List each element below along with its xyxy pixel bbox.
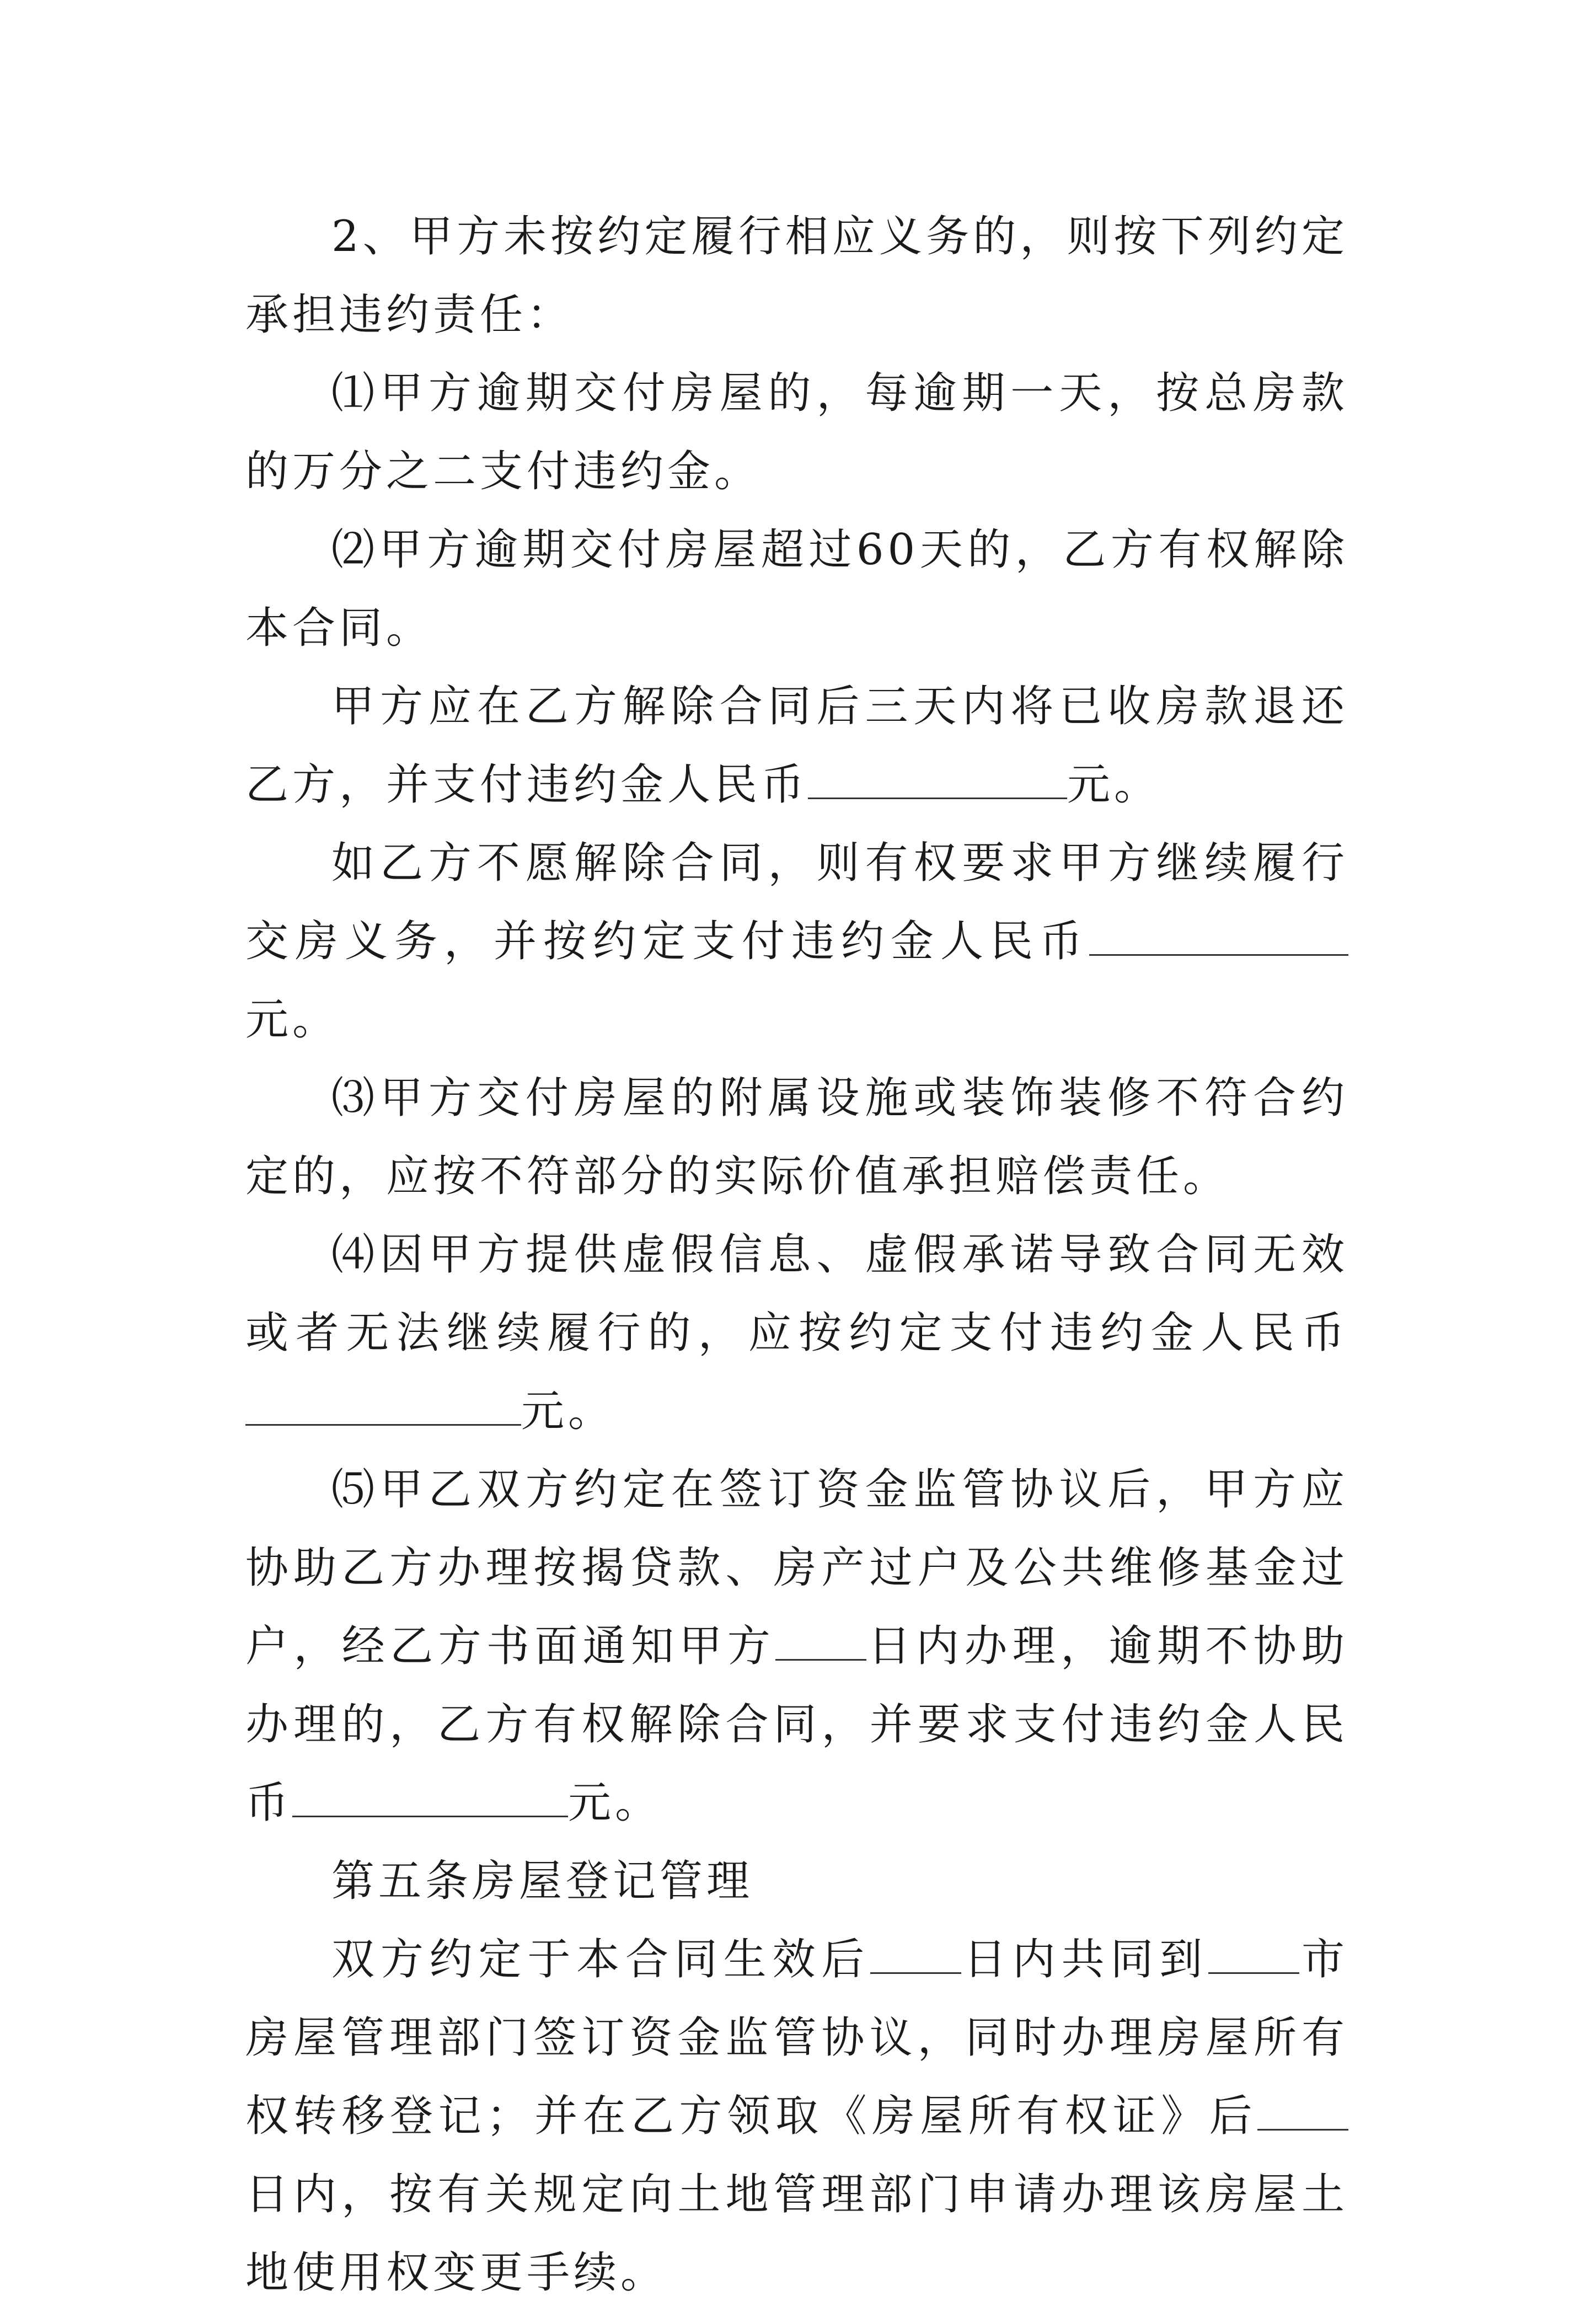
paragraph-text: ⑶甲方交付房屋的附属设施或装饰装修不符合约定的，应按不符部分的实际价值承担赔偿责任。 xyxy=(245,1073,1348,1201)
paragraph-text: 市房屋管理部门签订资金监管协议，同时办理房屋所有权转移登记；并在乙方领取《房屋所有权证》后 xyxy=(245,1935,1348,2141)
paragraph-text: 元。 xyxy=(521,1387,615,1436)
paragraph-text: 如乙方不愿解除合同，则有权要求甲方继续履行交房义务，并按约定支付违约金人民币 xyxy=(245,838,1348,966)
paragraph-text: ⑵甲方逾期交付房屋超过60天的，乙方有权解除本合同。 xyxy=(245,525,1348,653)
fill-blank-amount[interactable] xyxy=(292,1775,568,1817)
paragraph-item-4 xyxy=(245,1216,1348,1451)
paragraph-registration xyxy=(245,1920,1348,2312)
fill-blank-days[interactable] xyxy=(870,1931,961,1974)
fill-blank-amount[interactable] xyxy=(1089,913,1348,956)
paragraph-text: ⑷因甲方提供虚假信息、虚假承诺导致合同无效或者无法继续履行的，应按约定支付违约金人民币 xyxy=(245,1230,1348,1358)
paragraph-text: 元。 xyxy=(568,1778,662,1828)
paragraph-refund xyxy=(245,667,1348,824)
paragraph-item-2 xyxy=(245,511,1348,667)
paragraph-text: 日内共同到 xyxy=(961,1935,1209,1984)
heading-text: 第五条房屋登记管理 xyxy=(331,1856,754,1906)
fill-blank-days[interactable] xyxy=(775,1618,866,1661)
fill-blank-amount[interactable] xyxy=(808,757,1067,799)
paragraph-breach-intro xyxy=(245,197,1348,354)
paragraph-item-3 xyxy=(245,1059,1348,1216)
paragraph-text: 日内办理，逾期不协助办理的，乙方有权解除合同，并要求支付违约金人民币 xyxy=(245,1621,1348,1828)
paragraph-text: ⑸甲乙双方约定在签订资金监管协议后，甲方应协助乙方办理按揭贷款、房产过户及公共维修基金过户，经乙方书面通知甲方 xyxy=(245,1465,1348,1671)
contract-body xyxy=(245,197,1348,2312)
paragraph-text: 日内，按有关规定向土地管理部门申请办理该房屋土地使用权变更手续。 xyxy=(245,2170,1348,2298)
fill-blank-city[interactable] xyxy=(1208,1931,1299,1974)
fill-blank-amount[interactable] xyxy=(245,1383,521,1426)
paragraph-text: 元。 xyxy=(1067,760,1161,810)
paragraph-item-5 xyxy=(245,1451,1348,1842)
paragraph-text: 元。 xyxy=(245,995,340,1045)
paragraph-item-1 xyxy=(245,354,1348,511)
paragraph-text: 2、甲方未按约定履行相应义务的，则按下列约定承担违约责任： xyxy=(245,212,1348,340)
fill-blank-days[interactable] xyxy=(1257,2088,1348,2131)
paragraph-text: 甲方应在乙方解除合同后三天内将已收房款退还乙方，并支付违约金人民币 xyxy=(245,682,1348,810)
paragraph-continue xyxy=(245,824,1348,1059)
paragraph-text: ⑴甲方逾期交付房屋的，每逾期一天，按总房款的万分之二支付违约金。 xyxy=(245,368,1348,496)
section-heading xyxy=(245,1842,1348,1920)
paragraph-text: 双方约定于本合同生效后 xyxy=(331,1935,871,1984)
